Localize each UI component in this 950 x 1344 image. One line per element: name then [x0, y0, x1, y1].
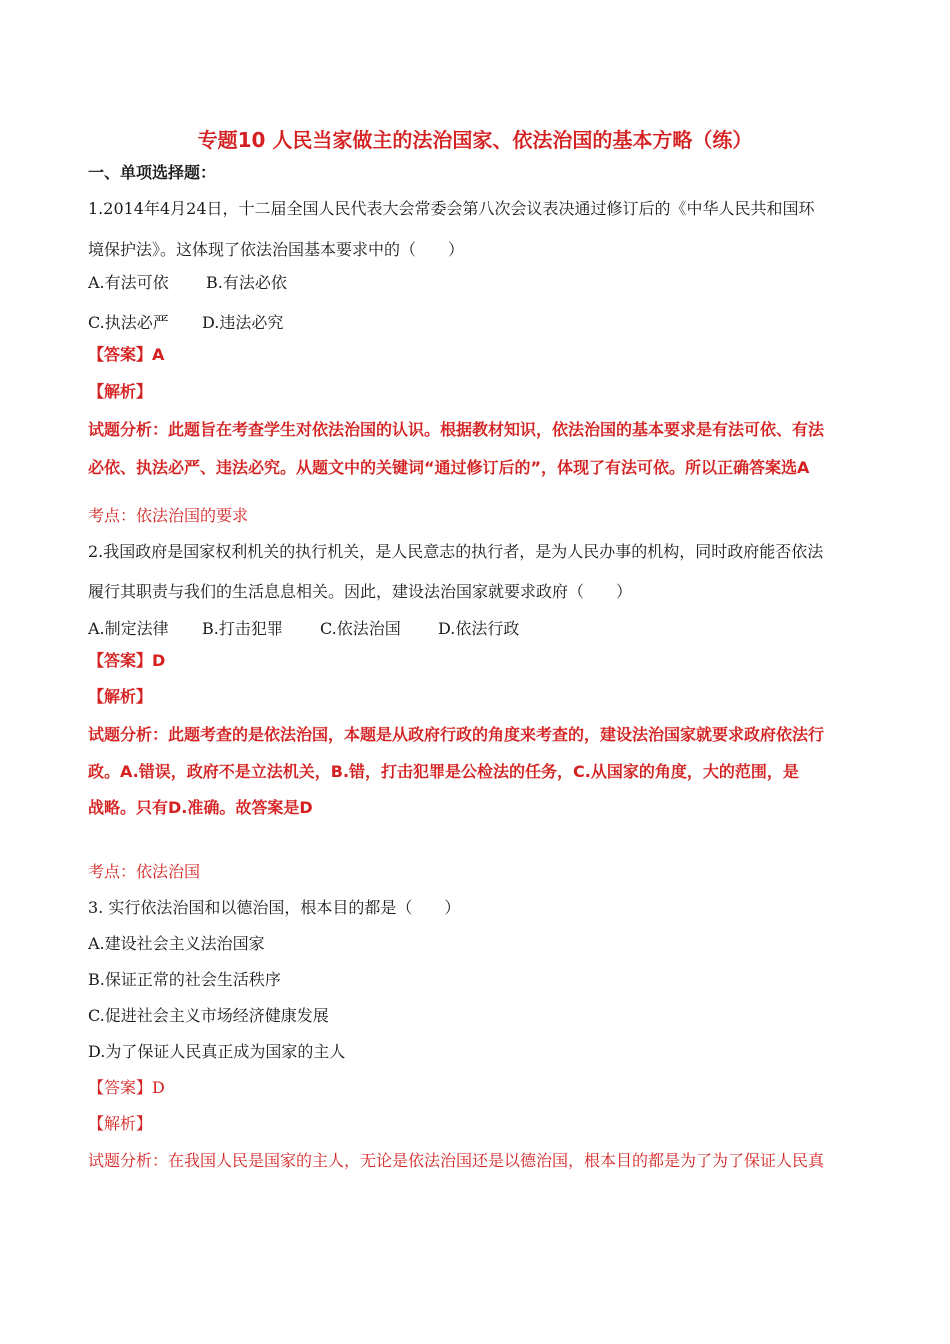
q2-analysis-line2: 政。A.错误，政府不是立法机关，B.错，打击犯罪是公检法的任务，C.从国家的角度，大的范围，是	[88, 762, 799, 781]
q1-option-c: C.执法必严	[88, 313, 169, 332]
q3-option-c: C.促进社会主义市场经济健康发展	[88, 1006, 329, 1025]
q2-option-b: B.打击犯罪	[202, 619, 283, 638]
q1-option-b: B.有法必依	[206, 273, 287, 292]
q1-analysis-heading: 【解析】	[88, 382, 153, 401]
q1-answer	[88, 345, 164, 365]
q1-option-d: D.违法必究	[202, 313, 284, 332]
q2-answer-label: 【答案】	[88, 651, 153, 670]
q2-option-c: C.依法治国	[320, 619, 401, 638]
q1-stem-line2: 境保护法》。这体现了依法治国基本要求中的（ ）	[88, 240, 465, 259]
q3-answer-value: D	[152, 1078, 165, 1097]
section-heading: 一、单项选择题：	[88, 163, 217, 182]
q3-stem: 3. 实行依法治国和以德治国，根本目的都是（ ）	[88, 898, 461, 917]
q2-analysis-line3: 战略。只有D.准确。故答案是D	[88, 798, 313, 817]
q2-analysis-heading: 【解析】	[88, 687, 153, 706]
q1-options-row1	[88, 273, 287, 293]
q1-analysis-line2: 必依、执法必严、违法必究。从题文中的关键词“通过修订后的”，体现了有法可依。所以正确答案选A	[88, 458, 810, 477]
q2-stem-line2: 履行其职责与我们的生活息息相关。因此，建设法治国家就要求政府（ ）	[88, 582, 633, 601]
page-title: 专题10 人民当家做主的法治国家、依法治国的基本方略（练）	[197, 128, 753, 152]
q2-stem-line1: 2.我国政府是国家权利机关的执行机关，是人民意志的执行者，是为人民办事的机构，同时政府能否依法	[88, 542, 824, 561]
q2-answer	[88, 651, 165, 671]
q1-option-a: A.有法可依	[88, 273, 169, 292]
q2-option-a: A.制定法律	[88, 619, 169, 638]
q3-option-b: B.保证正常的社会生活秩序	[88, 970, 281, 989]
q3-option-a: A.建设社会主义法治国家	[88, 934, 265, 953]
q3-answer-label: 【答案】	[88, 1078, 153, 1097]
q2-answer-value: D	[152, 651, 166, 670]
q3-option-d: D.为了保证人民真正成为国家的主人	[88, 1042, 346, 1061]
q1-stem-line1: 1.2014年4月24日，十二届全国人民代表大会常委会第八次会议表决通过修订后的《中华人民共和国环	[88, 199, 815, 218]
q2-kaodian: 考点：依法治国	[88, 862, 201, 881]
q1-kaodian: 考点：依法治国的要求	[88, 506, 249, 525]
q1-options-row2	[88, 313, 283, 333]
q1-answer-value: A	[152, 345, 165, 364]
q2-options-row	[88, 619, 519, 639]
q2-analysis-line1: 试题分析：此题考查的是依法治国，本题是从政府行政的角度来考查的，建设法治国家就要求政府依法行	[88, 725, 825, 744]
q1-answer-label: 【答案】	[88, 345, 153, 364]
q2-option-d: D.依法行政	[438, 619, 520, 638]
q3-analysis-line1: 试题分析：在我国人民是国家的主人，无论是依法治国还是以德治国，根本目的都是为了为了保证人民真	[88, 1151, 825, 1170]
q3-analysis-heading: 【解析】	[88, 1114, 153, 1133]
q1-analysis-line1: 试题分析：此题旨在考查学生对依法治国的认识。根据教材知识，依法治国的基本要求是有法可依、有法	[88, 420, 825, 439]
q3-answer	[88, 1078, 165, 1098]
